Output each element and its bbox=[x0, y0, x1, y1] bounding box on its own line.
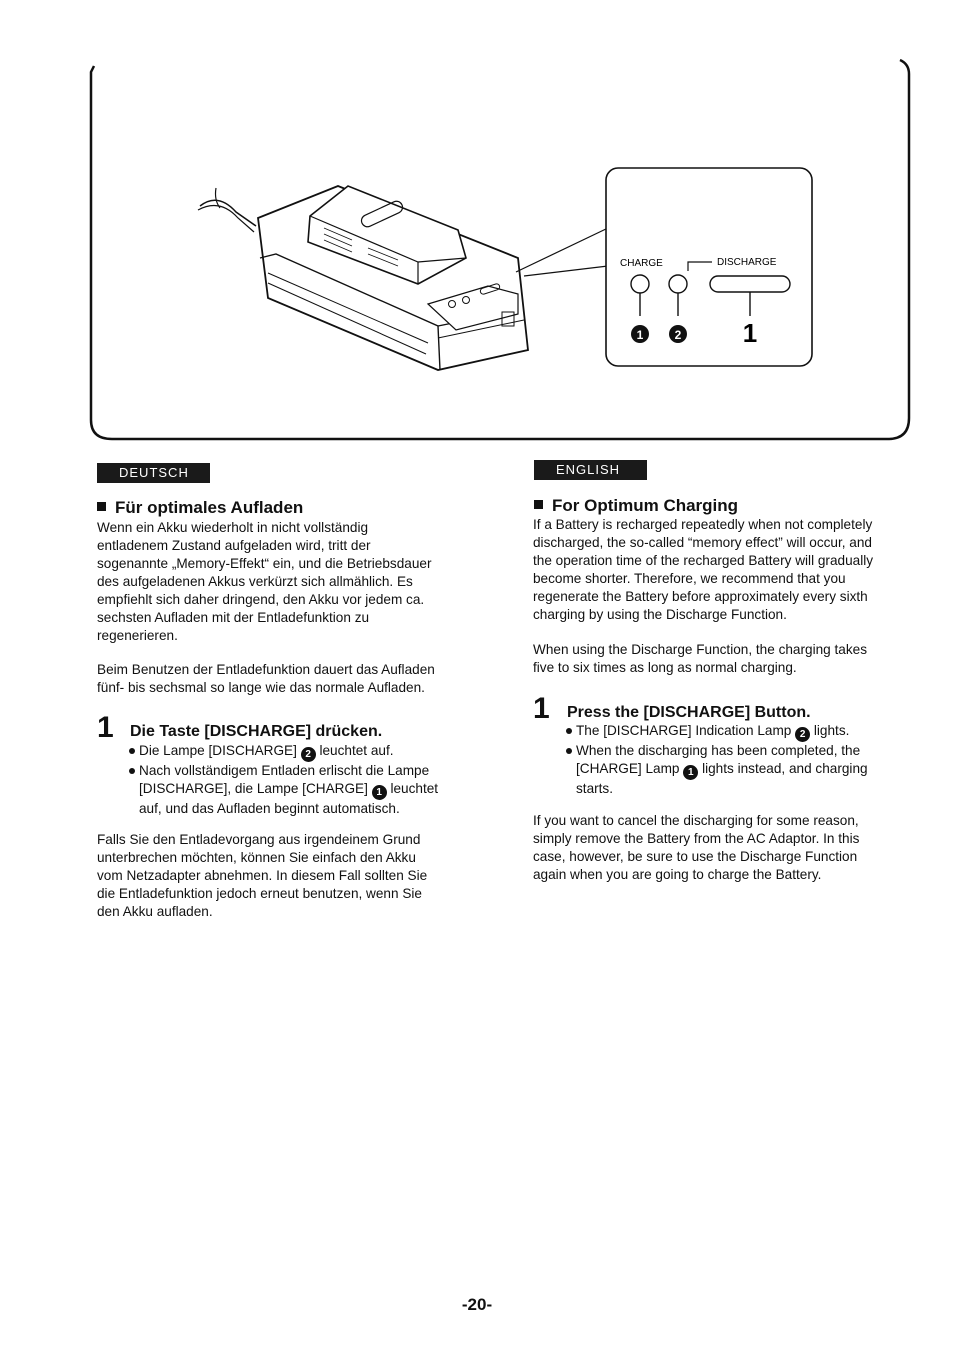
heading-text-en: For Optimum Charging bbox=[552, 496, 739, 515]
language-tab-english: ENGLISH bbox=[534, 460, 647, 480]
step-number-de: 1 bbox=[97, 711, 114, 744]
paragraph-de-3 bbox=[97, 831, 427, 921]
square-bullet-icon bbox=[534, 500, 543, 509]
lamp-2-badge: 2 bbox=[795, 727, 810, 742]
paragraph-en-3 bbox=[533, 812, 859, 884]
text-line: sechsten Aufladen mit der Entladefunktion zu bbox=[97, 610, 370, 625]
step-title-en: Press the [DISCHARGE] Button. bbox=[567, 704, 811, 721]
paragraph-en-2 bbox=[533, 641, 867, 677]
text-line: If you want to cancel the discharging for some reason, bbox=[533, 813, 859, 828]
text-line: den Akku aufladen. bbox=[97, 904, 213, 919]
text-line: regenerate the Battery before approximately every sixth bbox=[533, 589, 868, 604]
section-heading-en bbox=[534, 496, 738, 516]
text-line: five to six times as long as normal charging. bbox=[533, 660, 797, 675]
discharge-button bbox=[710, 276, 790, 292]
text-line: discharged, the so-called “memory effect” will occur, and bbox=[533, 535, 872, 550]
text-line: charging by using the Discharge Function. bbox=[533, 607, 787, 622]
text-line: des aufgeladenen Akkus verkürzt sich allmählich. Es bbox=[97, 574, 413, 589]
list-item: Die Lampe [DISCHARGE] 2 leuchtet auf. bbox=[128, 742, 438, 762]
text-line: case, however, be sure to use the Discharge Function bbox=[533, 849, 858, 864]
step-title-de: Die Taste [DISCHARGE] drücken. bbox=[130, 723, 383, 740]
step-bullets-de bbox=[128, 742, 438, 818]
text-line: the operation time of the recharged Battery will gradually bbox=[533, 553, 874, 568]
charge-label: CHARGE bbox=[620, 258, 663, 269]
list-item: When the discharging has been completed, the [CHARGE] Lamp 1 lights instead, and charging starts. bbox=[565, 742, 868, 798]
paragraph-de-2 bbox=[97, 661, 435, 697]
text-line: entladenem Zustand aufgeladen wird, tritt der bbox=[97, 538, 371, 553]
text-line: again when you are going to charge the Battery. bbox=[533, 867, 822, 882]
text-line: sogenannte „Memory-Effekt“ ein, und die Betriebsdauer bbox=[97, 556, 432, 571]
list-item: Nach vollständigem Entladen erlischt die Lampe [DISCHARGE], die Lampe [CHARGE] 1 leuchtet auf, und das Aufladen beginnt automatisch. bbox=[128, 762, 438, 818]
lamp-1-badge: 1 bbox=[683, 765, 698, 780]
section-heading-de bbox=[97, 498, 303, 518]
text-line: simply remove the Battery from the AC Adaptor. In this bbox=[533, 831, 860, 846]
text-line: When using the Discharge Function, the charging takes bbox=[533, 642, 867, 657]
step-bullets-en bbox=[565, 722, 868, 798]
step-number-en: 1 bbox=[533, 692, 550, 725]
discharge-lamp bbox=[669, 275, 687, 293]
text-line: unterbrechen möchten, können Sie einfach den Akku bbox=[97, 850, 416, 865]
lamp-1-badge: 1 bbox=[372, 785, 387, 800]
text-line: fünf- bis sechsmal so lange wie das normale Aufladen. bbox=[97, 680, 425, 695]
page-number: -20- bbox=[461, 1295, 493, 1314]
text-line: Falls Sie den Entladevorgang aus irgendeinem Grund bbox=[97, 832, 421, 847]
text-line: become shorter. Therefore, we recommend that you bbox=[533, 571, 846, 586]
text-line: regenerieren. bbox=[97, 628, 178, 643]
language-tab-deutsch: DEUTSCH bbox=[97, 463, 210, 483]
callout-1: 1 bbox=[636, 328, 644, 342]
text-line: Beim Benutzen der Entladefunktion dauert das Aufladen bbox=[97, 662, 435, 677]
text-line: vom Netzadapter abnehmen. In diesem Fall sollten Sie bbox=[97, 868, 428, 883]
square-bullet-icon bbox=[97, 502, 106, 511]
text-line: die Entladefunktion jedoch erneut benutzen, wenn Sie bbox=[97, 886, 422, 901]
discharge-label: DISCHARGE bbox=[717, 257, 777, 268]
paragraph-de-1 bbox=[97, 519, 432, 645]
charger-illustration bbox=[88, 58, 912, 443]
text-line: If a Battery is recharged repeatedly when not completely bbox=[533, 517, 873, 532]
list-item: The [DISCHARGE] Indication Lamp 2 lights. bbox=[565, 722, 868, 742]
text-line: Wenn ein Akku wiederholt in nicht vollständig bbox=[97, 520, 369, 535]
lamp-2-badge: 2 bbox=[301, 747, 316, 762]
callout-2: 2 bbox=[674, 328, 682, 342]
heading-text-de: Für optimales Aufladen bbox=[115, 498, 304, 517]
text-line: empfiehlt sich daher dringend, den Akku vor jedem ca. bbox=[97, 592, 425, 607]
charge-lamp bbox=[631, 275, 649, 293]
step-callout: 1 bbox=[742, 318, 758, 348]
paragraph-en-1 bbox=[533, 516, 873, 624]
